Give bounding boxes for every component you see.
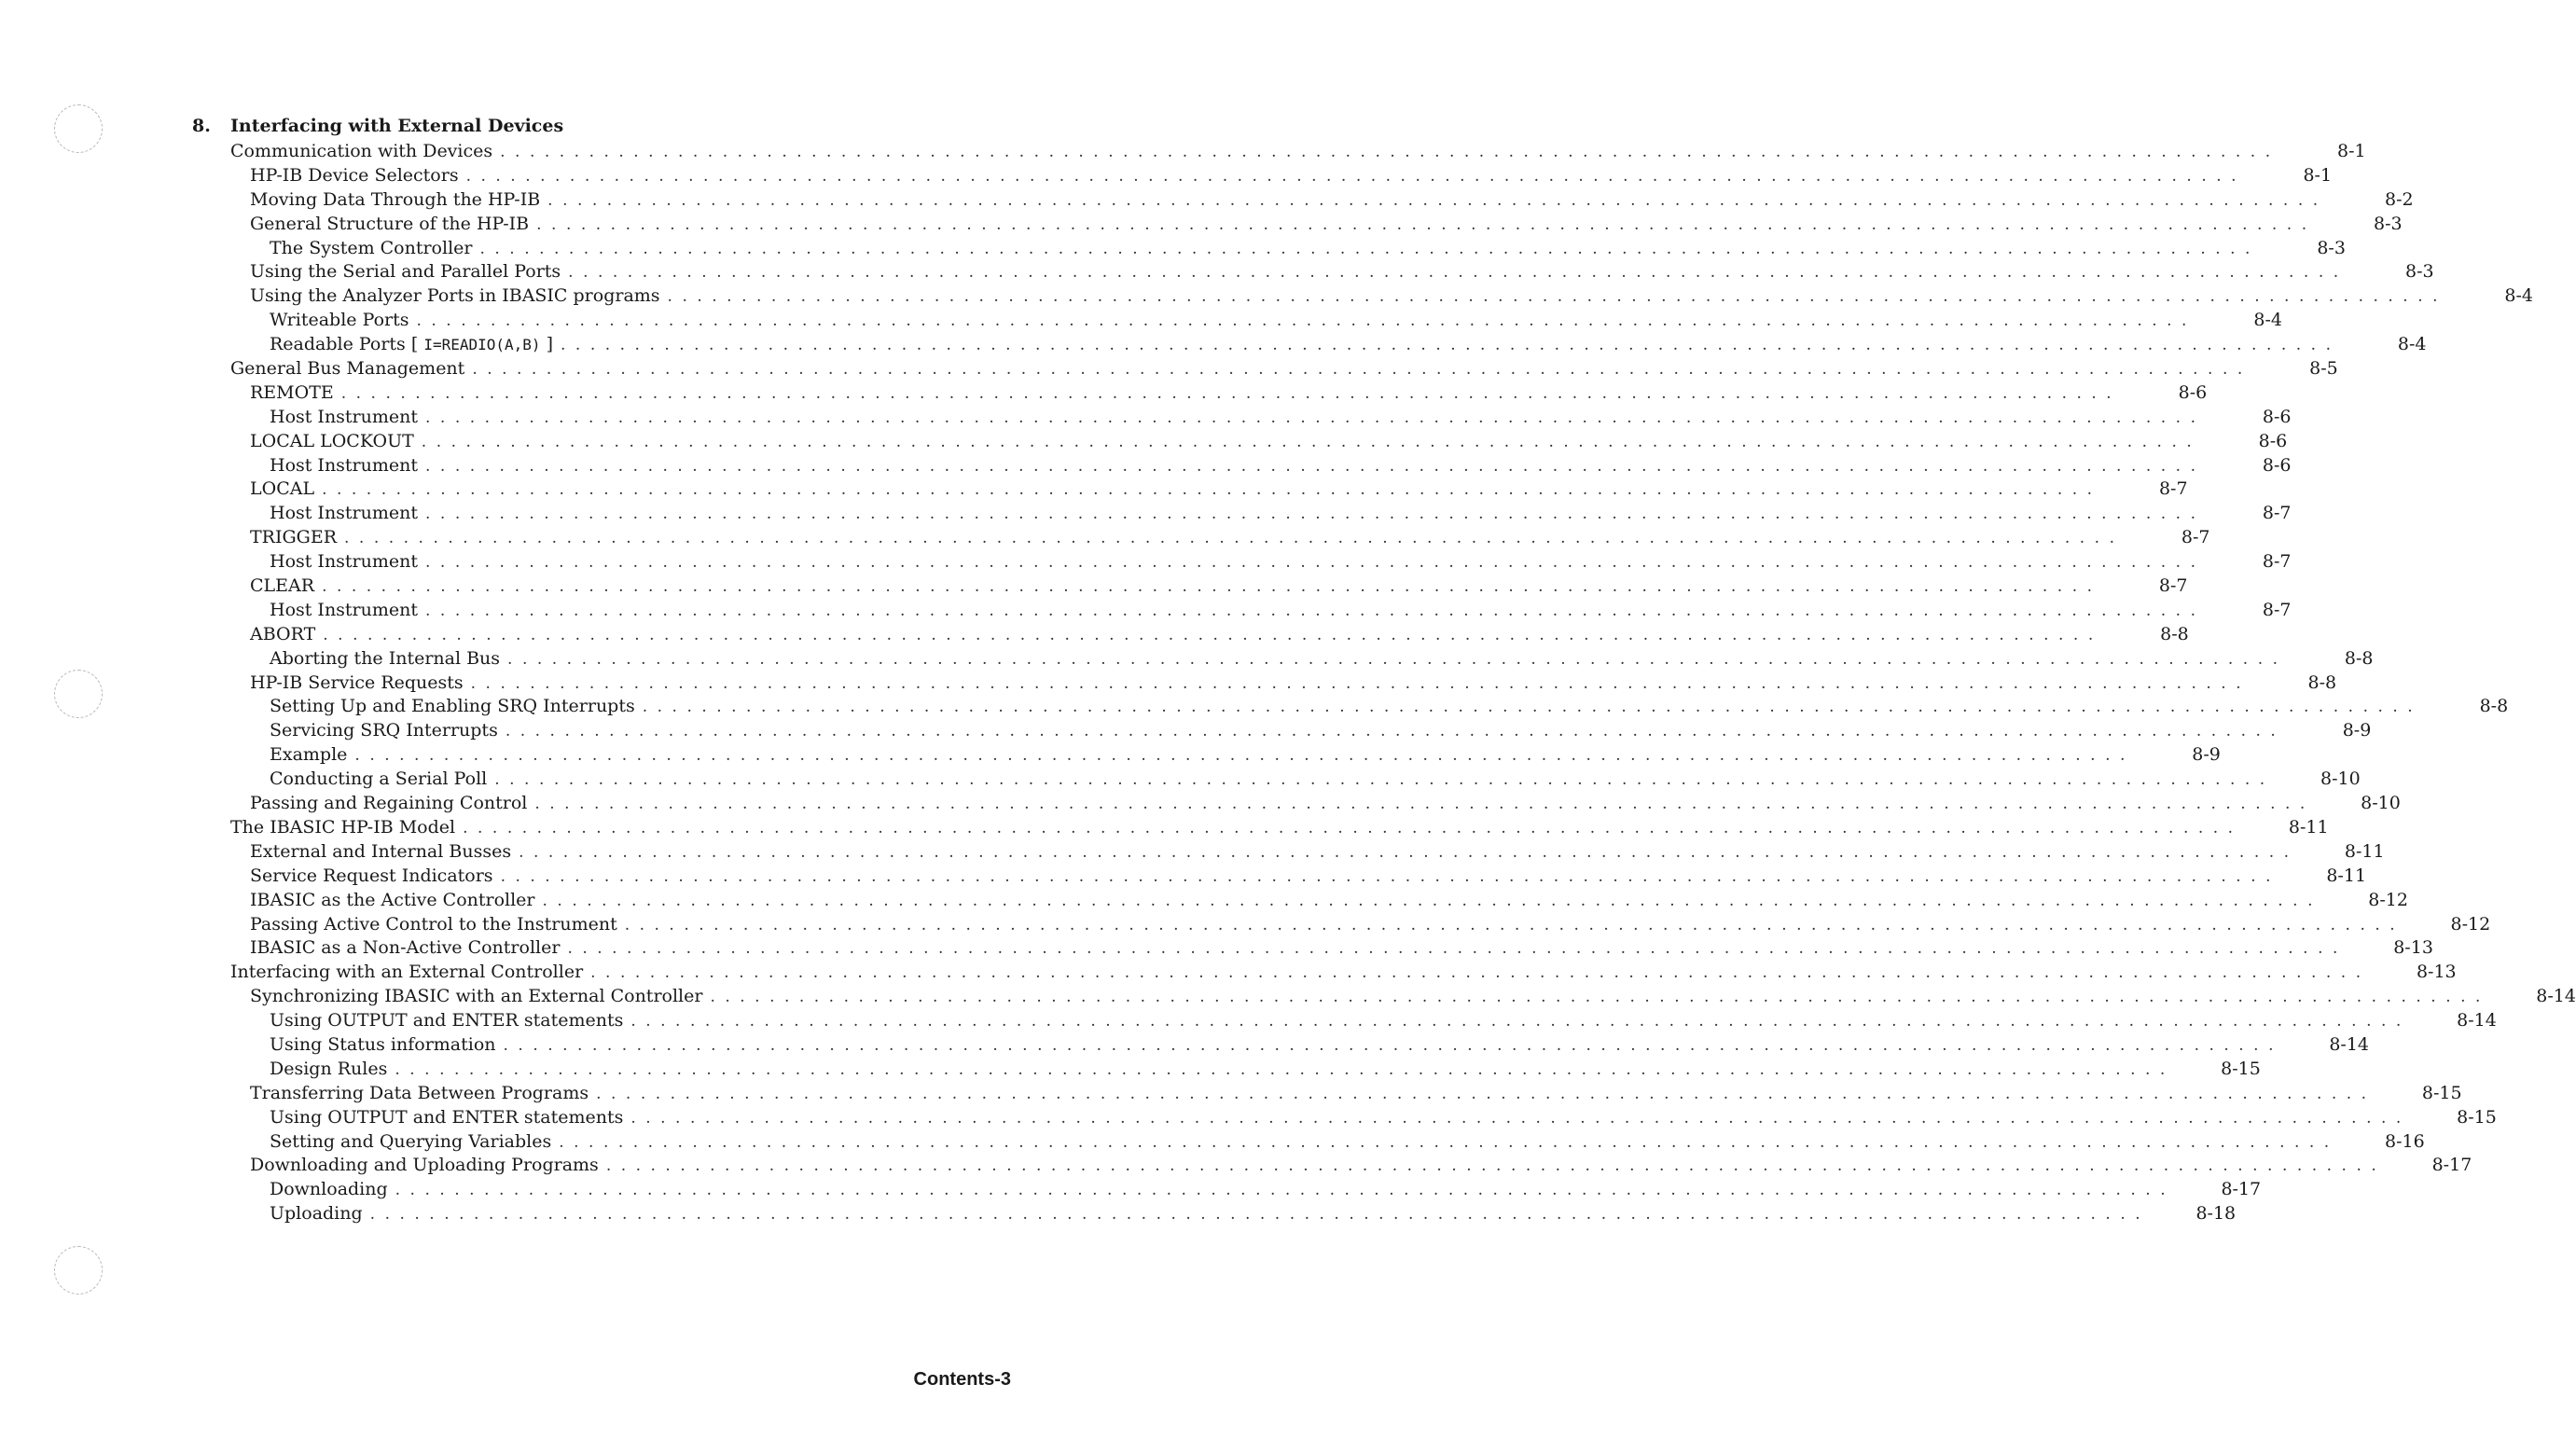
- dot-leader: ........................................................................................................................: [322, 480, 2102, 500]
- toc-entry[interactable]: [230, 792, 2401, 816]
- dot-leader: ........................................................................................................................: [323, 625, 2103, 644]
- toc-entry-page: 8-17: [2431, 1155, 2472, 1176]
- toc-entry[interactable]: [230, 309, 2282, 333]
- dot-leader: ........................................................................................................................: [395, 1181, 2176, 1200]
- toc-entry-page: 8-9: [2192, 744, 2221, 766]
- toc-entry[interactable]: [230, 743, 2221, 768]
- toc-entry-title: Readable Ports [ I=READIO(A,B) ]: [270, 334, 554, 355]
- toc-entry[interactable]: [230, 623, 2189, 647]
- dot-leader: ........................................................................................................................: [470, 673, 2251, 693]
- toc-entry-title: Downloading: [270, 1179, 388, 1200]
- toc-entry[interactable]: [230, 1033, 2369, 1058]
- toc-entry-title: The IBASIC HP-IB Model: [230, 816, 456, 838]
- dot-leader: ........................................................................................................................: [500, 866, 2281, 886]
- toc-entry-page: 8-12: [2450, 913, 2491, 935]
- toc-entry-title: Host Instrument: [270, 406, 419, 427]
- toc-entry-page: 8-4: [2397, 334, 2427, 355]
- toc-entry[interactable]: [230, 237, 2346, 261]
- dot-leader: ........................................................................................................................: [567, 939, 2347, 959]
- toc-entry-title: Setting Up and Enabling SRQ Interrupts: [270, 696, 635, 717]
- dot-leader: ........................................................................................................................: [500, 143, 2280, 161]
- toc-entry-title: Downloading and Uploading Programs: [250, 1155, 599, 1176]
- toc-entry-title: Using the Analyzer Ports in IBASIC programs: [250, 285, 660, 307]
- toc-entry-page: 8-4: [2504, 285, 2534, 307]
- dot-leader: ........................................................................................................................: [542, 891, 2322, 910]
- dot-leader: ........................................................................................................................: [605, 1156, 2387, 1176]
- toc-entry-code: I=READIO(A,B): [423, 336, 541, 354]
- toc-entry-page: 8-15: [2457, 1106, 2497, 1128]
- toc-entry-title: LOCAL LOCKOUT: [250, 430, 414, 451]
- toc-entry[interactable]: [230, 1106, 2497, 1130]
- toc-entry[interactable]: [230, 550, 2292, 575]
- dot-leader: ........................................................................................................................: [519, 842, 2299, 862]
- toc-entry-title: Service Request Indicators: [250, 865, 493, 886]
- chapter-title: Interfacing with External Devices: [230, 116, 564, 136]
- dot-leader: ........................................................................................................................: [596, 1084, 2376, 1103]
- toc-entry-page: 8-15: [2421, 1082, 2462, 1103]
- toc-entry[interactable]: [230, 695, 2509, 719]
- toc-entry[interactable]: [230, 1178, 2262, 1202]
- dot-leader: ........................................................................................................................: [425, 553, 2206, 573]
- dot-leader: ........................................................................................................................: [505, 722, 2286, 741]
- dot-leader: ........................................................................................................................: [507, 649, 2288, 669]
- toc-entry-title: Uploading: [270, 1203, 363, 1225]
- dot-leader: ........................................................................................................................: [344, 529, 2125, 548]
- dot-leader: ........................................................................................................................: [425, 601, 2206, 620]
- toc-entry-page: 8-11: [2344, 840, 2385, 862]
- dot-leader: ........................................................................................................................: [465, 166, 2247, 186]
- toc-entry-title: HP-IB Device Selectors: [250, 164, 459, 186]
- dot-leader: ........................................................................................................................: [479, 239, 2260, 258]
- toc-entry-title: Host Instrument: [270, 551, 419, 573]
- dot-leader: ........................................................................................................................: [710, 988, 2490, 1007]
- toc-entry-title: Transferring Data Between Programs: [250, 1082, 589, 1103]
- toc-entry-title: IBASIC as the Active Controller: [250, 889, 535, 910]
- toc-entry-title: The System Controller: [270, 237, 473, 258]
- toc-entry[interactable]: [230, 454, 2292, 478]
- binder-hole-bottom: [54, 1246, 103, 1295]
- table-of-contents: [230, 140, 2576, 1226]
- toc-entry-title: REMOTE: [250, 381, 334, 403]
- dot-leader: ........................................................................................................................: [568, 263, 2348, 283]
- dot-leader: ........................................................................................................................: [547, 190, 2328, 210]
- toc-entry-page: 8-1: [2337, 141, 2366, 161]
- toc-entry[interactable]: [230, 502, 2292, 526]
- toc-entry-title: Host Instrument: [270, 454, 419, 476]
- dot-leader: ........................................................................................................................: [354, 746, 2135, 766]
- dot-leader: ........................................................................................................................: [534, 795, 2315, 814]
- toc-entry-title: Servicing SRQ Interrupts: [270, 720, 498, 741]
- toc-entry-title: Passing and Regaining Control: [250, 793, 528, 814]
- toc-entry-page: 8-6: [2262, 406, 2292, 427]
- toc-entry[interactable]: [230, 357, 2338, 381]
- toc-entry-page: 8-3: [2317, 237, 2346, 258]
- toc-entry-title: HP-IB Service Requests: [250, 672, 464, 693]
- dot-leader: ........................................................................................................................: [642, 698, 2423, 717]
- dot-leader: ........................................................................................................................: [667, 287, 2448, 307]
- toc-entry-title: Host Instrument: [270, 599, 419, 620]
- toc-entry-title: TRIGGER: [250, 527, 338, 548]
- dot-leader: ........................................................................................................................: [395, 1059, 2175, 1079]
- toc-entry[interactable]: [230, 381, 2208, 406]
- toc-entry-title: Conducting a Serial Poll: [270, 768, 488, 790]
- toc-entry[interactable]: [230, 672, 2337, 696]
- toc-entry-page: 8-8: [2160, 623, 2189, 644]
- toc-entry[interactable]: [230, 284, 2534, 309]
- toc-entry-title: Design Rules: [270, 1058, 388, 1079]
- dot-leader: ........................................................................................................................: [494, 770, 2275, 790]
- toc-entry-page: 8-8: [2479, 696, 2509, 717]
- toc-entry[interactable]: [230, 913, 2491, 937]
- toc-entry[interactable]: [230, 1082, 2462, 1106]
- toc-entry-title: IBASIC as a Non-Active Controller: [250, 937, 561, 959]
- dot-leader: ........................................................................................................................: [630, 1012, 2411, 1032]
- dot-leader: ........................................................................................................................: [559, 1132, 2339, 1152]
- toc-entry-page: 8-8: [2307, 672, 2337, 693]
- toc-entry-page: 8-17: [2221, 1179, 2262, 1200]
- toc-entry[interactable]: [230, 1009, 2497, 1033]
- toc-entry-title: Aborting the Internal Bus: [270, 647, 501, 669]
- toc-entry[interactable]: [230, 575, 2188, 599]
- toc-entry-page: 8-8: [2344, 647, 2374, 669]
- toc-entry-page: 8-7: [2158, 575, 2188, 597]
- dot-leader: ........................................................................................................................: [536, 215, 2317, 234]
- toc-entry-page: 8-9: [2342, 720, 2372, 741]
- toc-entry[interactable]: [230, 1154, 2472, 1178]
- toc-entry-page: 8-7: [2262, 599, 2292, 620]
- toc-entry-page: 8-11: [2288, 816, 2329, 838]
- toc-entry-page: 8-16: [2385, 1130, 2425, 1152]
- toc-entry-title: ABORT: [250, 623, 316, 644]
- toc-entry-page: 8-3: [2374, 213, 2403, 234]
- dot-leader: ........................................................................................................................: [416, 312, 2196, 331]
- toc-entry-page: 8-15: [2221, 1058, 2261, 1079]
- toc-entry[interactable]: [230, 406, 2292, 430]
- toc-entry-title: LOCAL: [250, 478, 315, 500]
- dot-leader: ........................................................................................................................: [322, 577, 2102, 597]
- toc-entry-title: Using OUTPUT and ENTER statements: [270, 1010, 624, 1032]
- toc-entry-title: Host Instrument: [270, 503, 419, 524]
- toc-entry-page: 8-14: [2536, 986, 2576, 1007]
- dot-leader: ........................................................................................................................: [463, 818, 2243, 838]
- toc-entry-page: 8-7: [2262, 503, 2292, 524]
- toc-entry[interactable]: [230, 1202, 2237, 1226]
- toc-entry-title: Synchronizing IBASIC with an External Controller: [250, 986, 703, 1007]
- toc-entry[interactable]: [230, 599, 2292, 623]
- toc-entry-title: Communication with Devices: [230, 141, 493, 161]
- toc-entry-page: 8-13: [2416, 962, 2457, 983]
- dot-leader: ........................................................................................................................: [421, 432, 2202, 451]
- binder-hole-middle: [54, 670, 103, 718]
- toc-entry[interactable]: [230, 164, 2333, 188]
- toc-entry[interactable]: [230, 1130, 2425, 1155]
- toc-entry-page: 8-14: [2329, 1033, 2369, 1055]
- toc-entry-page: 8-7: [2158, 478, 2188, 500]
- dot-leader: ........................................................................................................................: [369, 1205, 2151, 1225]
- toc-entry[interactable]: [230, 430, 2288, 454]
- toc-entry[interactable]: [230, 816, 2329, 840]
- toc-entry-page: 8-10: [2320, 768, 2361, 790]
- toc-entry-title: Interfacing with an External Controller: [230, 962, 584, 983]
- toc-entry[interactable]: [230, 213, 2403, 237]
- toc-entry-page: 8-10: [2361, 793, 2401, 814]
- dot-leader: ........................................................................................................................: [590, 963, 2371, 983]
- toc-entry-title: General Bus Management: [230, 358, 465, 380]
- toc-entry-title: General Structure of the HP-IB: [250, 213, 530, 234]
- toc-entry[interactable]: [230, 985, 2576, 1009]
- toc-entry[interactable]: [230, 140, 2366, 164]
- toc-entry-title: Example: [270, 744, 348, 766]
- toc-entry-page: 8-6: [2262, 454, 2292, 476]
- toc-entry-page: 8-3: [2405, 261, 2434, 283]
- toc-entry-page: 8-2: [2385, 188, 2414, 210]
- toc-entry-page: 8-6: [2178, 381, 2208, 403]
- binder-hole-top: [54, 104, 103, 153]
- chapter-number: 8.: [192, 116, 211, 136]
- toc-entry[interactable]: [230, 961, 2457, 985]
- toc-entry[interactable]: [230, 260, 2434, 284]
- toc-entry-title: Passing Active Control to the Instrument: [250, 913, 617, 935]
- toc-entry[interactable]: [230, 526, 2210, 550]
- toc-entry[interactable]: [230, 188, 2414, 213]
- toc-entry-page: 8-7: [2262, 551, 2292, 573]
- toc-entry-page: 8-7: [2181, 527, 2210, 548]
- toc-entry[interactable]: [230, 478, 2188, 502]
- toc-entry-page: 8-5: [2309, 358, 2338, 380]
- toc-entry-title: External and Internal Busses: [250, 840, 512, 862]
- toc-entry[interactable]: [230, 647, 2374, 672]
- dot-leader: ........................................................................................................................: [425, 408, 2206, 427]
- toc-entry[interactable]: [230, 840, 2385, 865]
- toc-entry-page: 8-4: [2253, 310, 2282, 331]
- dot-leader: ........................................................................................................................: [630, 1108, 2411, 1128]
- toc-entry[interactable]: [230, 719, 2372, 743]
- dot-leader: ........................................................................................................................: [425, 505, 2206, 524]
- toc-entry[interactable]: [230, 768, 2361, 792]
- toc-entry[interactable]: [230, 936, 2433, 961]
- toc-entry-title: Moving Data Through the HP-IB: [250, 188, 541, 210]
- toc-entry-page: 8-11: [2326, 865, 2367, 886]
- toc-entry-page: 8-14: [2457, 1010, 2497, 1032]
- toc-entry-page: 8-13: [2393, 937, 2433, 959]
- dot-leader: ........................................................................................................................: [425, 456, 2206, 476]
- page-footer-label: Contents-3: [913, 1369, 1011, 1390]
- dot-leader: ........................................................................................................................: [561, 336, 2341, 355]
- dot-leader: ........................................................................................................................: [624, 915, 2405, 935]
- toc-entry[interactable]: [230, 333, 2427, 357]
- toc-entry[interactable]: [230, 889, 2408, 913]
- dot-leader: ........................................................................................................................: [340, 383, 2122, 403]
- dot-leader: ........................................................................................................................: [472, 360, 2252, 380]
- dot-leader: ........................................................................................................................: [503, 1035, 2283, 1055]
- toc-entry-page: 8-18: [2195, 1203, 2237, 1225]
- toc-entry-title: Setting and Querying Variables: [270, 1130, 552, 1152]
- toc-entry-title: Using Status information: [270, 1033, 496, 1055]
- toc-entry-title: Writeable Ports: [270, 310, 409, 331]
- toc-entry-title: Using OUTPUT and ENTER statements: [270, 1106, 624, 1128]
- toc-entry-page: 8-6: [2258, 430, 2288, 451]
- toc-entry-title: CLEAR: [250, 575, 315, 597]
- toc-entry-page: 8-12: [2368, 889, 2408, 910]
- toc-entry-title: Using the Serial and Parallel Ports: [250, 261, 561, 283]
- toc-entry[interactable]: [230, 1058, 2261, 1082]
- toc-entry-page: 8-1: [2303, 164, 2333, 186]
- toc-entry[interactable]: [230, 865, 2367, 889]
